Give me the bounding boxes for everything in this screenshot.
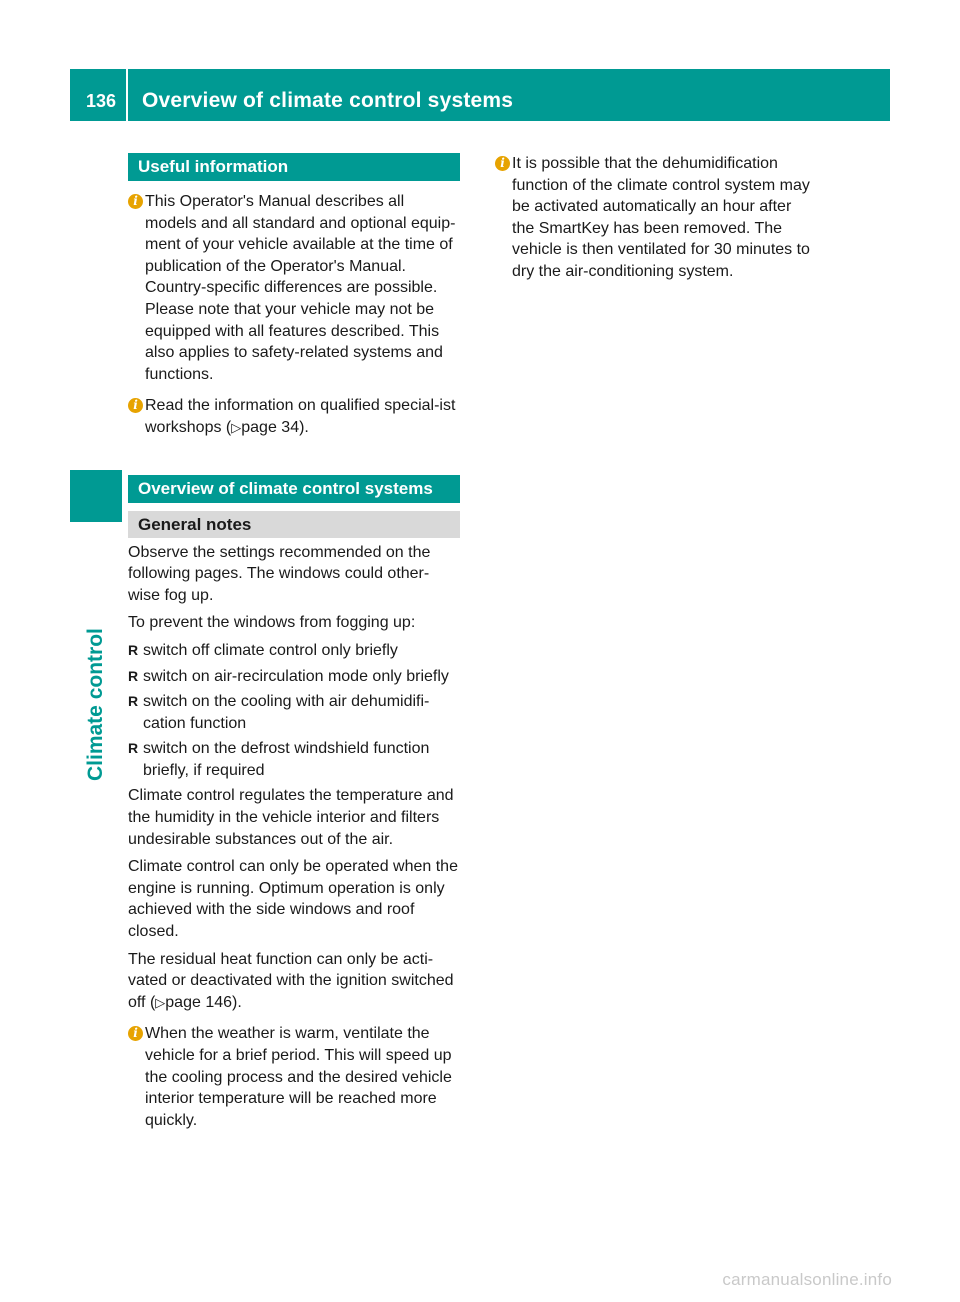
list-item (128, 640, 460, 662)
body-paragraph-text: The residual heat function can only be acti-vated or deactivated with the ignition switched off ( (128, 950, 454, 1011)
page-reference-arrow-icon: ▷ (231, 419, 242, 435)
list-item-text: switch on air-recirculation mode only briefly (143, 667, 449, 685)
page-title: Overview of climate control systems (142, 89, 514, 112)
general-notes-heading: General notes (128, 511, 460, 538)
info-note-text-part: Read the information on qualified special-ist workshops ( (145, 397, 456, 436)
header-divider (126, 69, 128, 121)
overview-heading: Overview of climate control systems (128, 475, 460, 503)
header-bar (70, 69, 890, 121)
info-note-text: It is possible that the dehumidification function of the climate control system may be activated automatically an hour after the SmartKey has been removed. The vehicle is then ventilated for 30 minutes to dry the air-conditioning system. (512, 155, 810, 280)
list-item-text: switch on the defrost windshield function briefly, if required (143, 740, 430, 779)
bullet-icon: R (128, 693, 139, 710)
info-icon: i (495, 156, 510, 171)
useful-information-heading: Useful information (128, 153, 460, 181)
info-icon: i (128, 398, 143, 413)
right-column (495, 150, 815, 283)
bullet-icon: R (128, 667, 139, 684)
side-tab-label: Climate control (84, 628, 107, 781)
page-reference-link[interactable]: page 146). (165, 993, 242, 1011)
info-note (128, 1023, 460, 1131)
body-paragraph: Observe the settings recommended on the following pages. The windows could other-wise fog up. (128, 543, 431, 604)
info-note (495, 153, 815, 283)
page-number: 136 (86, 91, 117, 111)
info-note (128, 395, 460, 438)
body-paragraph: Climate control regulates the temperature and the humidity in the vehicle interior and filters undesirable substances out of the air. (128, 787, 454, 848)
bullet-icon: R (128, 641, 139, 658)
info-icon: i (128, 1026, 143, 1041)
info-note (128, 191, 460, 385)
info-note-text: When the weather is warm, ventilate the vehicle for a brief period. This will speed up the cooling process and the desired vehicle interior temperature will be reached more quickly. (145, 1025, 452, 1129)
body-paragraph: Climate control can only be operated when the engine is running. Optimum operation is only achieved with the side windows and roof closed. (128, 858, 458, 941)
list-item-text: switch off climate control only briefly (143, 641, 398, 659)
bullet-icon: R (128, 740, 139, 757)
list-item (128, 738, 460, 781)
side-tab-marker (70, 470, 122, 522)
info-icon: i (128, 194, 143, 209)
page-reference-link[interactable]: page 34). (241, 418, 309, 436)
body-paragraph: To prevent the windows from fogging up: (128, 614, 416, 632)
watermark: carmanualsonline.info (722, 1270, 892, 1289)
info-note-text: This Operator's Manual describes all models and all standard and optional equip-ment of your vehicle available at the time of publication of the Operator's Manual. Country-specific differences are possible. Please note that your vehicle may not be equipped with all features described. This also applies to safety-related systems and functions. (145, 193, 456, 383)
list-item-text: switch on the cooling with air dehumidifi-cation function (143, 693, 430, 732)
list-item (128, 691, 460, 734)
page-reference-arrow-icon: ▷ (155, 994, 166, 1010)
side-tab (70, 121, 122, 1121)
bullet-list (128, 640, 460, 782)
info-note-text (145, 395, 460, 438)
body-paragraph (128, 949, 460, 1014)
left-column (128, 150, 460, 1131)
list-item (128, 666, 460, 688)
